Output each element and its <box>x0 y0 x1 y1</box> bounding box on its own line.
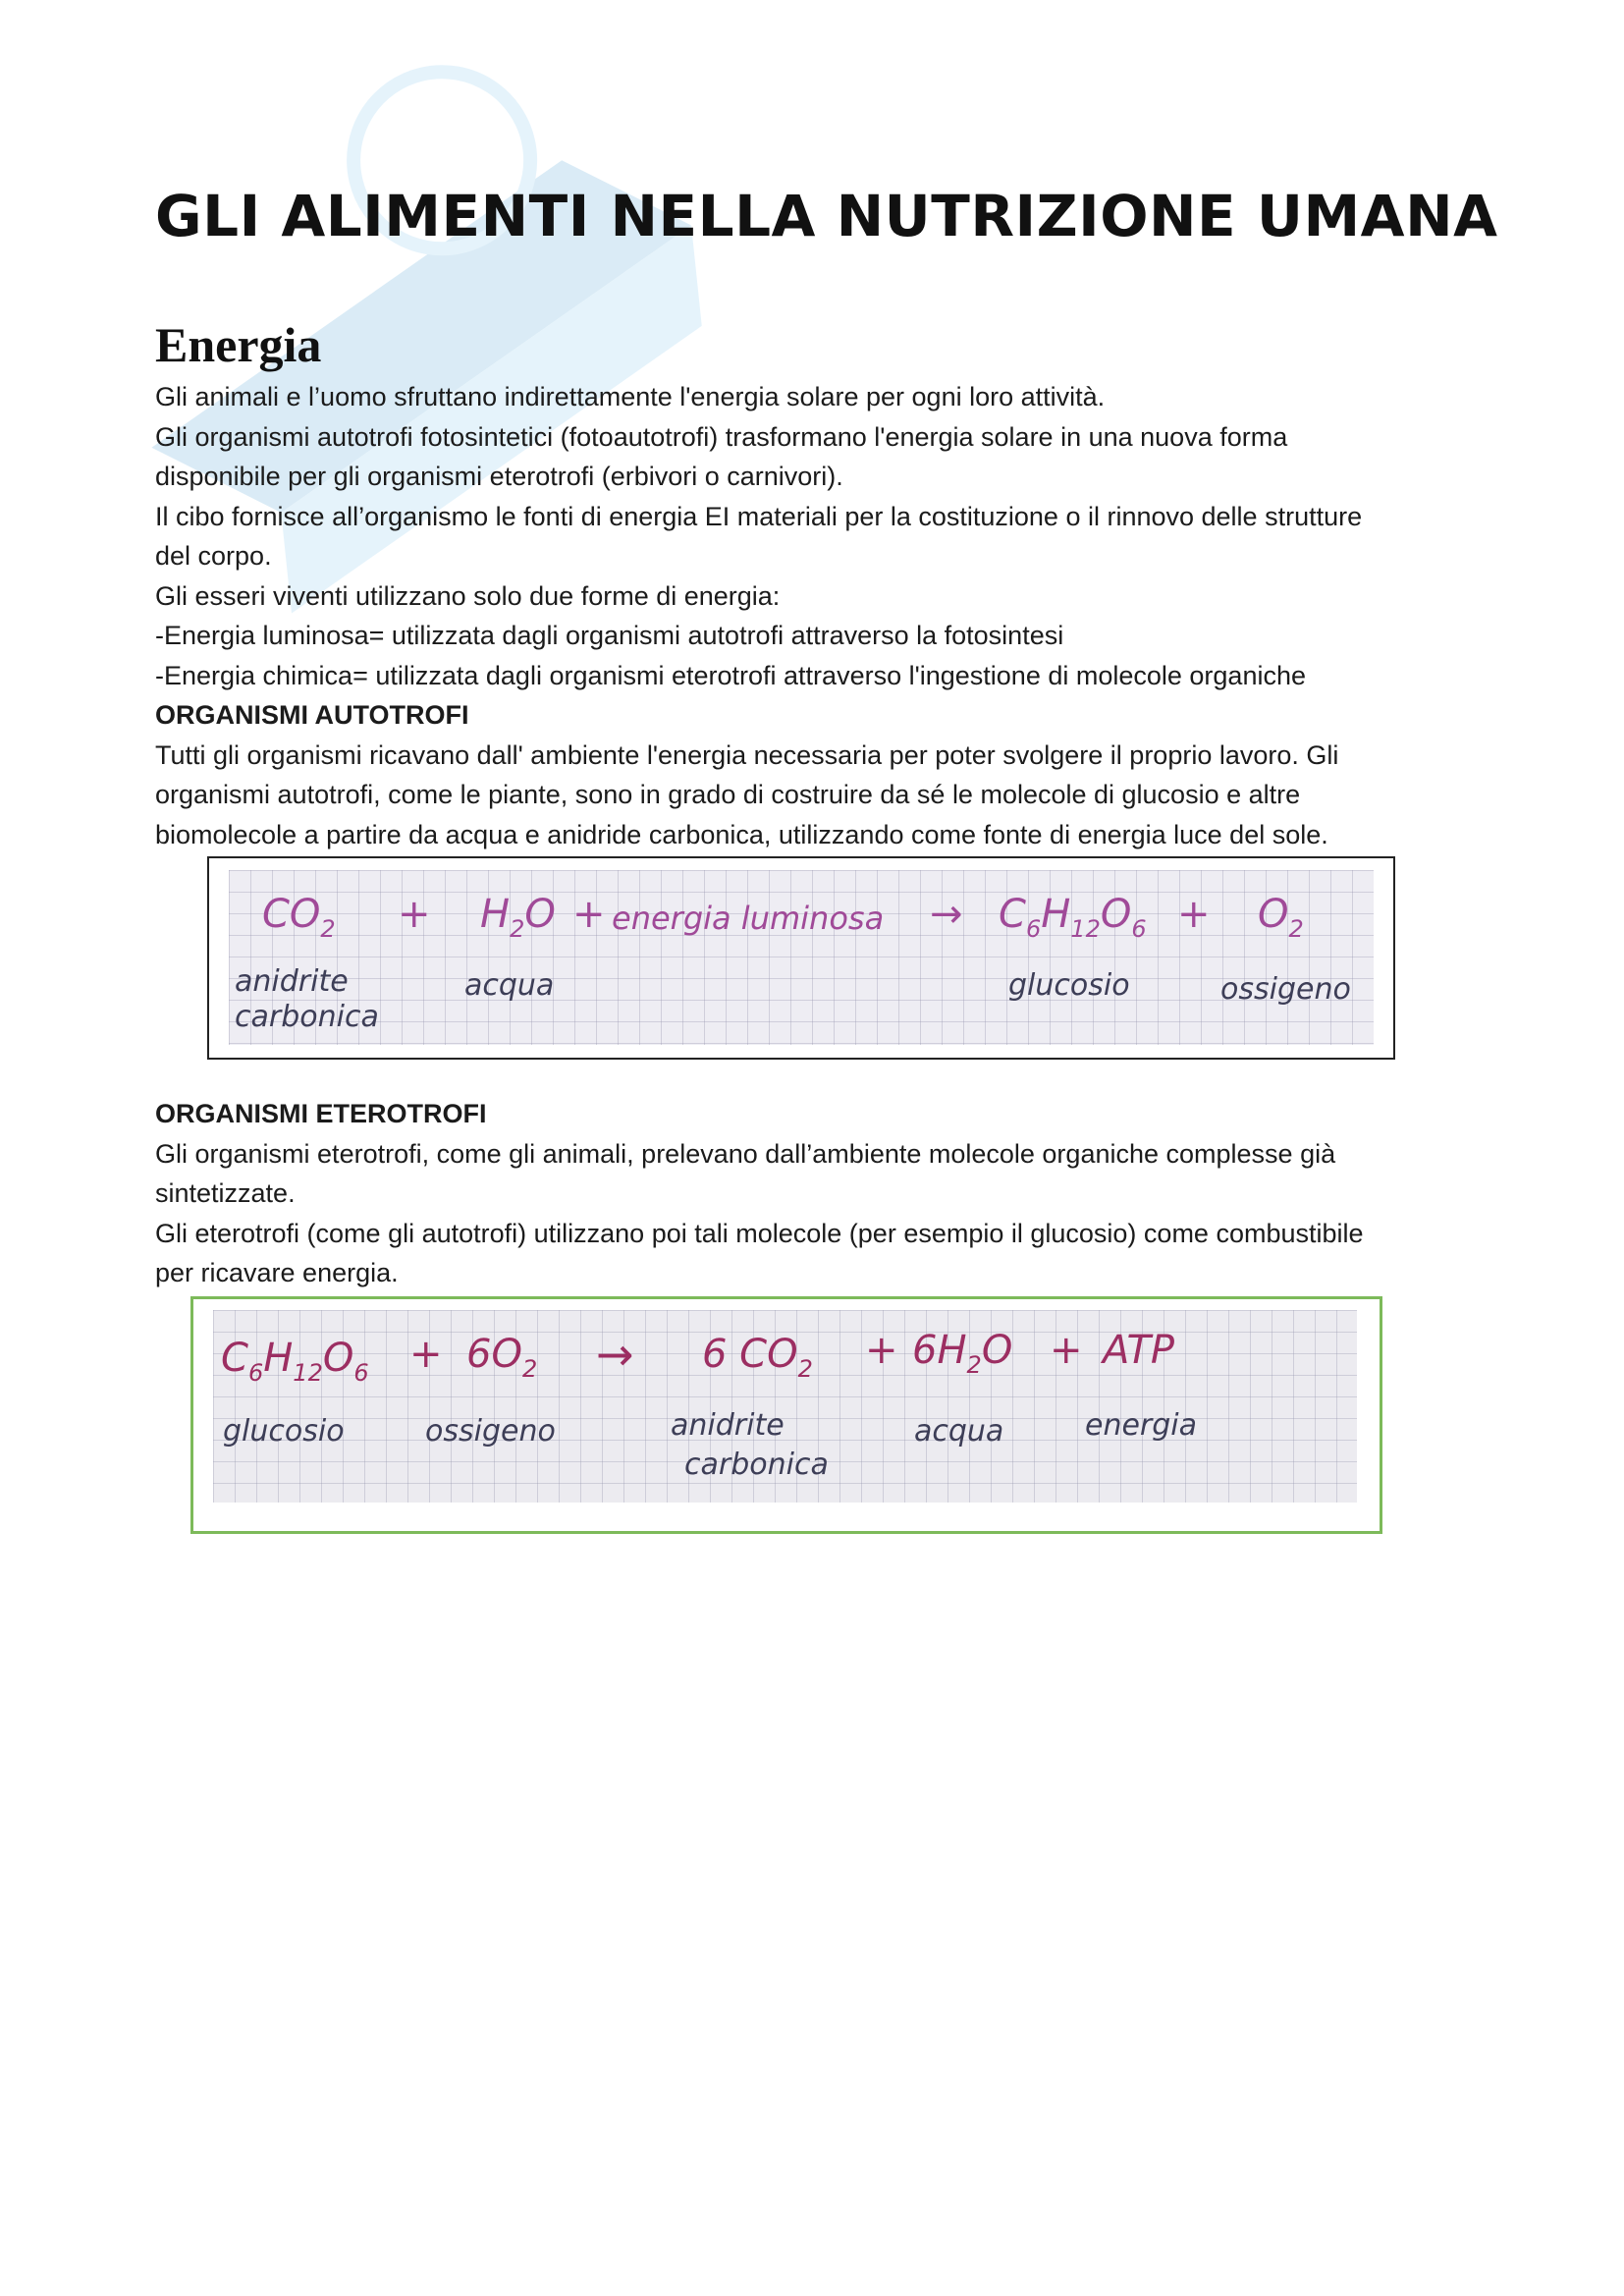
text-line: del corpo. <box>155 541 272 571</box>
atp-formula: ATP <box>1103 1328 1175 1373</box>
plus-sign: + <box>572 892 606 937</box>
text-line: Gli eterotrofi (come gli autotrofi) utilizzano poi tali molecole (per esempio il glucosio) come combustibile <box>155 1218 1364 1248</box>
text-line: biomolecole a partire da acqua e anidride carbonica, utilizzando come fonte di energia luce del sole. <box>155 819 1328 849</box>
label-glucosio: glucosio <box>1008 968 1130 1003</box>
o2-formula: $O_2$ <box>1258 892 1304 943</box>
glucose-formula: $C_6H_{12}O_6$ <box>221 1336 369 1387</box>
text-line: Gli organismi eterotrofi, come gli animali, prelevano dall’ambiente molecole organiche complesse già <box>155 1138 1336 1169</box>
plus-sign: + <box>1050 1328 1083 1373</box>
section-title: Energia <box>155 317 322 372</box>
text-line: -Energia chimica= utilizzata dagli organismi eterotrofi attraverso l'ingestione di molecole organiche <box>155 660 1306 690</box>
label-ossigeno: ossigeno <box>1220 972 1351 1007</box>
plus-sign: + <box>865 1328 898 1373</box>
page-title: GLI ALIMENTI NELLA NUTRIZIONE UMANA <box>155 183 1498 249</box>
arrow-icon: → <box>596 1328 634 1381</box>
label-energia: energia <box>1085 1408 1198 1443</box>
label-carbonica: carbonica <box>684 1448 829 1482</box>
label-carbonica: carbonica <box>235 1000 379 1034</box>
h2o-formula: $H_2O$ <box>480 892 556 943</box>
text-line: -Energia luminosa= utilizzata dagli organismi autotrofi attraverso la fotosintesi <box>155 621 1064 650</box>
glucose-formula: $C_6H_{12}O_6$ <box>999 892 1147 943</box>
text-line: Gli esseri viventi utilizzano solo due forme di energia: <box>155 580 781 611</box>
label-glucosio: glucosio <box>223 1414 345 1449</box>
text-line: sintetizzate. <box>155 1178 296 1208</box>
o2-formula: $6O_2$ <box>466 1332 538 1383</box>
h2o-formula: $6H_2O$ <box>912 1328 1013 1379</box>
respiration-equation-figure <box>190 1296 1382 1534</box>
text-line: Gli organismi autotrofi fotosintetici (fotoautotrofi) trasformano l'energia solare in una nuova forma <box>155 421 1288 452</box>
label-anidrite: anidrite <box>671 1408 785 1443</box>
intro-paragraph <box>155 377 1471 854</box>
text-line: organismi autotrofi, come le piante, sono in grado di costruire da sé le molecole di glucosio e altre <box>155 780 1301 809</box>
label-anidrite: anidrite <box>235 964 349 999</box>
eterotrofi-heading: ORGANISMI ETEROTROFI <box>155 1099 487 1128</box>
handwritten-notebook-image <box>229 870 1374 1045</box>
energy-term: energia luminosa <box>612 900 885 937</box>
plus-sign: + <box>1177 892 1211 937</box>
handwritten-notebook-image <box>213 1310 1357 1503</box>
eterotrofi-paragraph <box>155 1094 1471 1293</box>
label-acqua: acqua <box>464 968 555 1003</box>
autotrofi-heading: ORGANISMI AUTOTROFI <box>155 700 469 730</box>
text-line: disponibile per gli organismi eterotrofi (erbivori o carnivori). <box>155 462 843 491</box>
plus-sign: + <box>409 1332 443 1377</box>
co2-formula: $CO_2$ <box>262 892 336 943</box>
text-line: Tutti gli organismi ricavano dall' ambiente l'energia necessaria per poter svolgere il proprio lavoro. Gli <box>155 739 1339 770</box>
co2-formula: 6 $CO_2$ <box>702 1332 813 1383</box>
text-line: Il cibo fornisce all’organismo le fonti di energia EI materiali per la costituzione o il rinnovo delle strutture <box>155 501 1363 531</box>
arrow-icon: → <box>930 892 963 937</box>
plus-sign: + <box>398 892 431 937</box>
label-ossigeno: ossigeno <box>425 1414 556 1449</box>
photosynthesis-equation-figure <box>207 856 1395 1060</box>
text-line: per ricavare energia. <box>155 1258 399 1287</box>
label-acqua: acqua <box>914 1414 1004 1449</box>
text-line: Gli animali e l’uomo sfruttano indirettamente l'energia solare per ogni loro attività. <box>155 382 1106 411</box>
